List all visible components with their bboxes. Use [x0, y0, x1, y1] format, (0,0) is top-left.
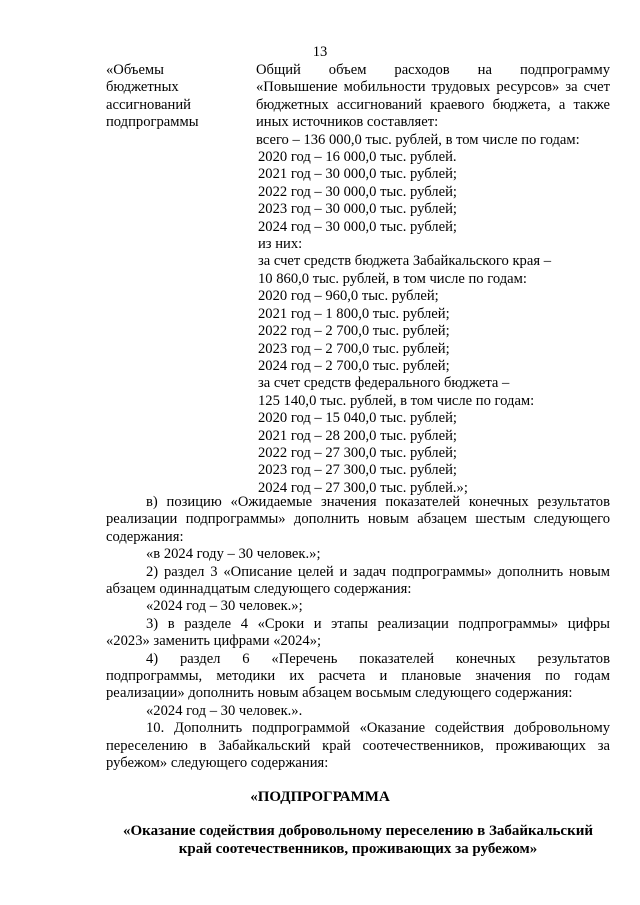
paragraph-2 [106, 564, 610, 599]
table-right-content [256, 62, 610, 497]
paragraph-10 [106, 720, 610, 772]
text-line: рубежом» следующего содержания: [106, 755, 329, 772]
federal-intro-line: за счет средств федерального бюджета – [258, 375, 510, 392]
paragraph-quote [106, 546, 610, 563]
text-line: 4) раздел 6 «Перечень показателей конечных результатов [146, 650, 610, 667]
text-line: в) позицию «Ожидаемые значения показателей конечных результатов [146, 494, 610, 510]
table-left-label [106, 62, 246, 132]
text-line: 3) в разделе 4 «Сроки и этапы реализации подпрограммы» цифры [146, 615, 610, 632]
text-line: «2023» заменить цифрами «2024»; [106, 633, 322, 650]
label-line: бюджетных [106, 79, 179, 96]
text-line: содержания: [106, 528, 184, 545]
subprogram-heading: «ПОДПРОГРАММА [250, 789, 390, 805]
page-number: 13 [312, 44, 328, 60]
label-line: «Объемы [106, 62, 164, 78]
text-line: 2) раздел 3 «Описание целей и задач подпрограммы» дополнить новым [146, 563, 610, 580]
regional-intro-line: 10 860,0 тыс. рублей, в том числе по годам: [258, 270, 527, 287]
label-line: ассигнований [106, 96, 191, 113]
text-line: переселению в Забайкальский край соотечественников, проживающих за [106, 737, 610, 754]
year-line: 2023 год – 2 700,0 тыс. рублей; [258, 340, 450, 357]
subprogram-title [106, 822, 610, 858]
paragraph-3 [106, 616, 610, 651]
text-line: реализации подпрограммы» дополнить новым абзацем шестым следующего [106, 511, 610, 528]
title-line: край соотечественников, проживающих за рубежом» [178, 841, 538, 857]
of-which-line: из них: [258, 236, 303, 253]
intro-line: Общий объем расходов на подпрограмму [256, 62, 610, 78]
total-line: всего – 136 000,0 тыс. рублей, в том числе по годам: [256, 131, 580, 148]
text-line: «2024 год – 30 человек.»; [146, 598, 303, 615]
paragraph-quote [106, 703, 610, 720]
text-line: «в 2024 году – 30 человек.»; [146, 546, 321, 563]
text-line: абзацем одиннадцатым следующего содержания: [106, 581, 412, 598]
document-body [106, 494, 610, 773]
text-line: 10. Дополнить подпрограммой «Оказание содействия добровольному [146, 720, 610, 737]
year-line: 2020 год – 15 040,0 тыс. рублей; [258, 410, 457, 427]
paragraph-v [106, 494, 610, 546]
year-line: 2023 год – 27 300,0 тыс. рублей; [258, 462, 457, 479]
year-line: 2024 год – 30 000,0 тыс. рублей; [258, 218, 457, 235]
text-line: «2024 год – 30 человек.». [146, 702, 303, 719]
title-line: «Оказание содействия добровольному переселению в Забайкальский [122, 823, 594, 839]
text-line: реализации» дополнить новым абзацем восьмым следующего содержания: [106, 685, 573, 702]
text-line: подпрограммы, методики их расчета и плановые значения по годам [106, 668, 610, 685]
year-line: 2021 год – 28 200,0 тыс. рублей; [258, 427, 457, 444]
year-line: 2021 год – 1 800,0 тыс. рублей; [258, 305, 450, 322]
intro-line: «Повышение мобильности трудовых ресурсов» за счет [256, 79, 610, 96]
regional-intro-line: за счет средств бюджета Забайкальского края – [258, 253, 551, 270]
paragraph-quote [106, 598, 610, 615]
intro-line: бюджетных ассигнований краевого бюджета, а также [256, 96, 610, 113]
year-line: 2021 год – 30 000,0 тыс. рублей; [258, 166, 457, 183]
year-line: 2020 год – 16 000,0 тыс. рублей. [258, 149, 457, 166]
year-line: 2023 год – 30 000,0 тыс. рублей; [258, 201, 457, 218]
intro-line: иных источников составляет: [256, 114, 439, 131]
paragraph-4 [106, 651, 610, 703]
label-line: подпрограммы [106, 114, 199, 131]
year-line: 2022 год – 2 700,0 тыс. рублей; [258, 323, 450, 340]
year-line: 2024 год – 27 300,0 тыс. рублей.»; [258, 479, 468, 496]
federal-intro-line: 125 140,0 тыс. рублей, в том числе по годам: [258, 392, 535, 409]
year-line: 2020 год – 960,0 тыс. рублей; [258, 288, 439, 305]
year-line: 2024 год – 2 700,0 тыс. рублей; [258, 357, 450, 374]
year-line: 2022 год – 30 000,0 тыс. рублей; [258, 183, 457, 200]
year-line: 2022 год – 27 300,0 тыс. рублей; [258, 444, 457, 461]
